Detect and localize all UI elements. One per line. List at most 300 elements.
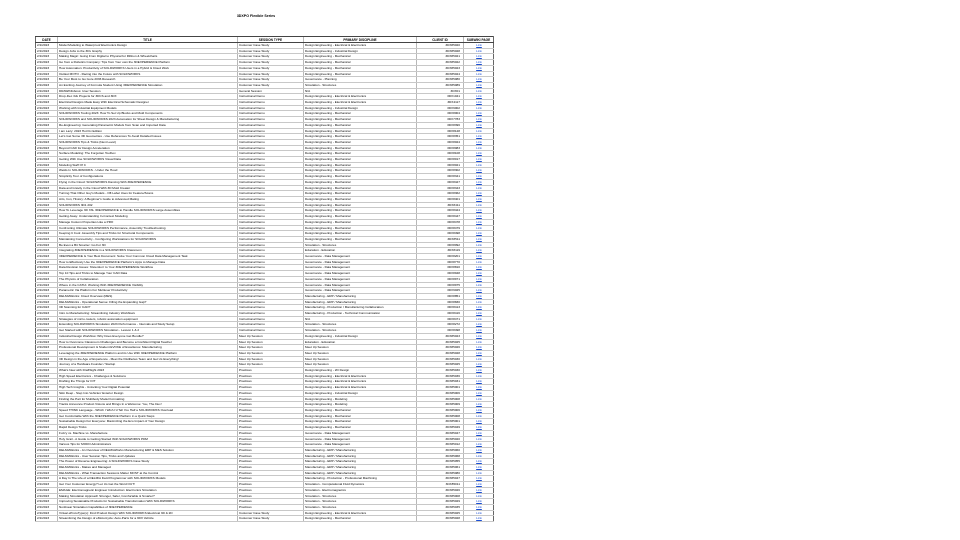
cell-session-type: Instructional Demo bbox=[238, 282, 304, 288]
column-header-primary-discipline[interactable]: PRIMARY DISCIPLINE bbox=[304, 37, 417, 43]
subwiki-link[interactable]: Link bbox=[464, 379, 494, 385]
cell-date: 2/1/2023 bbox=[36, 77, 58, 83]
subwiki-link[interactable]: Link bbox=[464, 168, 494, 174]
cell-session-type: Instructional Demo bbox=[238, 299, 304, 305]
cell-session-type: Practices bbox=[238, 368, 304, 374]
subwiki-link[interactable]: Link bbox=[464, 425, 494, 431]
cell-title: The Power of Reverse Engineering: A SOLIDWORKS Case Study bbox=[58, 459, 238, 465]
cell-title: Streamlining the Design of eMotorcycle: Auto-Parts for a 3DX Vehicle bbox=[58, 516, 238, 522]
subwiki-link[interactable]: Link bbox=[464, 100, 494, 106]
cell-date: 2/1/2023 bbox=[36, 333, 58, 339]
cell-date: 2/1/2023 bbox=[36, 402, 58, 408]
cell-client-id: 3DX85068 bbox=[417, 453, 464, 459]
cell-date: 2/1/2023 bbox=[36, 88, 58, 94]
cell-primary-discipline: Education - Education bbox=[304, 339, 417, 345]
cell-session-type: Practices bbox=[238, 373, 304, 379]
cell-title: Top 10 Tips and Tricks to Manage Your CAD Data bbox=[58, 271, 238, 277]
cell-date: 2/1/2023 bbox=[36, 413, 58, 419]
subwiki-link[interactable]: Link bbox=[464, 299, 494, 305]
cell-session-type: Customer Case Study bbox=[238, 54, 304, 60]
cell-client-id: 3DX8948 bbox=[417, 271, 464, 277]
subwiki-link[interactable]: Link bbox=[464, 174, 494, 180]
cell-primary-discipline: Design Engineering - Mechanical bbox=[304, 157, 417, 163]
cell-date: 2/1/2023 bbox=[36, 465, 58, 471]
cell-session-type: Instructional Demo bbox=[238, 134, 304, 140]
cell-session-type: Instructional Demo bbox=[238, 196, 304, 202]
subwiki-link[interactable]: Link bbox=[464, 248, 494, 254]
cell-primary-discipline: Governance - Data Management bbox=[304, 442, 417, 448]
cell-title: Various Tips for MODO Administrators bbox=[58, 442, 238, 448]
subwiki-link[interactable]: Link bbox=[464, 413, 494, 419]
subwiki-link[interactable]: Link bbox=[464, 482, 494, 488]
cell-title: Holy Grail - A Guide to Getting Started With SOLIDWORKS PDM bbox=[58, 436, 238, 442]
cell-client-id: 3DX85024 bbox=[417, 71, 464, 77]
cell-title: Modeling Staff Of C bbox=[58, 162, 238, 168]
cell-session-type: Practices bbox=[238, 425, 304, 431]
cell-session-type: Customer Case Study bbox=[238, 43, 304, 49]
cell-session-type: Practices bbox=[238, 482, 304, 488]
cell-client-id: 3DX85028 bbox=[417, 48, 464, 54]
cell-title: An Exciting Journey of Formula Student Using 3DEXPERIENCE Simulation bbox=[58, 82, 238, 88]
subwiki-link[interactable]: Link bbox=[464, 94, 494, 100]
cell-session-type: Practices bbox=[238, 470, 304, 476]
subwiki-link[interactable]: Link bbox=[464, 231, 494, 237]
cell-session-type: Instructional Demo bbox=[238, 328, 304, 334]
subwiki-link[interactable]: Link bbox=[464, 254, 494, 260]
subwiki-link[interactable]: Link bbox=[464, 65, 494, 71]
cell-primary-discipline: Governance - Data Management bbox=[304, 436, 417, 442]
subwiki-link[interactable]: Link bbox=[464, 288, 494, 294]
cell-session-type: Instructional Demo bbox=[238, 179, 304, 185]
cell-date: 2/1/2023 bbox=[36, 65, 58, 71]
subwiki-link[interactable]: Link bbox=[464, 368, 494, 374]
cell-date: 2/1/2023 bbox=[36, 470, 58, 476]
cell-title: Professional Development & Student EVOKE of Excellence: Manufacturing bbox=[58, 345, 238, 351]
cell-date: 2/1/2023 bbox=[36, 305, 58, 311]
cell-title: Simplicity Tour of Configurations bbox=[58, 174, 238, 180]
cell-primary-discipline: Design Engineering - Mechanical bbox=[304, 65, 417, 71]
subwiki-link[interactable]: Link bbox=[464, 54, 494, 60]
cell-client-id: 3DX8424 bbox=[417, 208, 464, 214]
cell-title: EMAGE: Electromagnetic Engineer Introduction: Electronics Simulation bbox=[58, 487, 238, 493]
cell-session-type: Practices bbox=[238, 465, 304, 471]
cell-primary-discipline: Manufacturing - ERP / Manufacturing bbox=[304, 453, 417, 459]
cell-title: Arts, Iron, History: A Beginner's Guide to Advanced Mating bbox=[58, 196, 238, 202]
cell-primary-discipline: Design Engineering - Modeling bbox=[304, 396, 417, 402]
cell-title: 3DEXPERIENCE Is Your Best Document: Solve Your Common Cloud Data Management Task bbox=[58, 254, 238, 260]
cell-date: 2/1/2023 bbox=[36, 425, 58, 431]
subwiki-link[interactable]: Link bbox=[464, 373, 494, 379]
cell-client-id: 3DX8770 bbox=[417, 259, 464, 265]
subwiki-link[interactable]: Link bbox=[464, 322, 494, 328]
cell-primary-discipline: Design Engineering - Mechanical bbox=[304, 185, 417, 191]
cell-date: 2/1/2023 bbox=[36, 236, 58, 242]
cell-client-id: 3DX8416 bbox=[417, 311, 464, 317]
cell-primary-discipline: Simulation - Structures bbox=[304, 493, 417, 499]
cell-title: Drafting the Things for IOT bbox=[58, 379, 238, 385]
cell-date: 2/1/2023 bbox=[36, 356, 58, 362]
cell-title: Electrical Designs Made Easy With Electrical Schematic Designer bbox=[58, 100, 238, 106]
subwiki-link[interactable]: Link bbox=[464, 134, 494, 140]
cell-title: Integrating 3DEXPERIENCE in a SOLIDWORKS Classroom bbox=[58, 248, 238, 254]
subwiki-link[interactable]: Link bbox=[464, 510, 494, 516]
subwiki-link[interactable]: Link bbox=[464, 122, 494, 128]
cell-title: Improving Sustainable Products for Sustainable Transformation With SOLIDWORKS bbox=[58, 499, 238, 505]
cell-session-type: Practices bbox=[238, 413, 304, 419]
cell-primary-discipline: Manufacturing - Production / Manufacturing Collaboration bbox=[304, 305, 417, 311]
cell-primary-discipline: Design Engineering - Mechanical bbox=[304, 71, 417, 77]
subwiki-link[interactable]: Link bbox=[464, 504, 494, 510]
cell-primary-discipline: Governance - Data Management bbox=[304, 430, 417, 436]
cell-session-type: Customer Case Study bbox=[238, 48, 304, 54]
cell-primary-discipline: Design Engineering - Mechanical bbox=[304, 236, 417, 242]
subwiki-link[interactable]: Link bbox=[464, 516, 494, 522]
cell-title: Re-Engineering: Generating Parametric Models from Scan and Imported Data bbox=[58, 122, 238, 128]
subwiki-link[interactable]: Link bbox=[464, 191, 494, 197]
cell-primary-discipline: Design Engineering - Electrical & Electronics bbox=[304, 43, 417, 49]
subwiki-link[interactable]: Link bbox=[464, 442, 494, 448]
cell-session-type: Instructional Demo bbox=[238, 305, 304, 311]
cell-primary-discipline: Design Engineering - Mechanical bbox=[304, 145, 417, 151]
subwiki-link[interactable]: Link bbox=[464, 111, 494, 117]
cell-client-id: 3DX85031 bbox=[417, 379, 464, 385]
cell-title: SOLIDWORKS and SOLIDWORKS 2023 Automation for Sheet Design & Manufacturing bbox=[58, 117, 238, 123]
cell-date: 2/1/2023 bbox=[36, 504, 58, 510]
cell-title: The Physics of Collaboration bbox=[58, 276, 238, 282]
cell-title: Strategies of micro-routers, robotic automation equipment bbox=[58, 316, 238, 322]
subwiki-link[interactable]: Link bbox=[464, 202, 494, 208]
cell-client-id: 3DX8427 bbox=[417, 179, 464, 185]
cell-session-type: General Session bbox=[238, 88, 304, 94]
cell-session-type: Instructional Demo bbox=[238, 276, 304, 282]
cell-client-id: 3DX8396 bbox=[417, 122, 464, 128]
cell-primary-discipline: Design Engineering - Industrial Design bbox=[304, 105, 417, 111]
subwiki-link[interactable]: Link bbox=[464, 43, 494, 49]
cell-date: 2/1/2023 bbox=[36, 174, 58, 180]
subwiki-link[interactable]: Link bbox=[464, 385, 494, 391]
subwiki-link[interactable]: Link bbox=[464, 396, 494, 402]
subwiki-link[interactable]: Link bbox=[464, 82, 494, 88]
subwiki-link[interactable]: Link bbox=[464, 390, 494, 396]
cell-title: High Speed Electronics - Challenges & Solutions bbox=[58, 373, 238, 379]
cell-title: Extending SOLIDWORKS Simulation 2023 Performance - Intervals and Study Setup bbox=[58, 322, 238, 328]
cell-client-id: 3DX85060 bbox=[417, 447, 464, 453]
subwiki-link[interactable]: Link bbox=[464, 60, 494, 66]
cell-client-id: 3DX8343 bbox=[417, 185, 464, 191]
cell-primary-discipline: Design Engineering - Industrial Design bbox=[304, 390, 417, 396]
cell-date: 2/1/2023 bbox=[36, 191, 58, 197]
cell-date: 2/1/2023 bbox=[36, 430, 58, 436]
cell-date: 2/1/2023 bbox=[36, 288, 58, 294]
cell-date: 2/1/2023 bbox=[36, 139, 58, 145]
subwiki-link[interactable]: Link bbox=[464, 276, 494, 282]
cell-date: 2/1/2023 bbox=[36, 476, 58, 482]
cell-client-id: 3DX85023 bbox=[417, 65, 464, 71]
cell-primary-discipline: Simulation - Structures bbox=[304, 499, 417, 505]
subwiki-link[interactable]: Link bbox=[464, 179, 494, 185]
cell-client-id: 3DX8830 bbox=[417, 299, 464, 305]
cell-date: 2/1/2023 bbox=[36, 516, 58, 522]
sessions-table bbox=[35, 36, 494, 522]
subwiki-link[interactable]: Link bbox=[464, 219, 494, 225]
cell-title: DELMIAWorks - User Session Tips, Tricks and Updates bbox=[58, 453, 238, 459]
column-header-title[interactable]: TITLE bbox=[58, 37, 238, 43]
cell-primary-discipline: Design Engineering - Modeling bbox=[304, 402, 417, 408]
subwiki-link[interactable]: Link bbox=[464, 402, 494, 408]
cell-title: Let's Get Some 3D Geometries - Use References To Avoid Detailed Issues bbox=[58, 134, 238, 140]
subwiki-link[interactable]: Link bbox=[464, 48, 494, 54]
cell-session-type: Instructional Demo bbox=[238, 293, 304, 299]
cell-date: 2/1/2023 bbox=[36, 151, 58, 157]
cell-client-id: 3DX8447 bbox=[417, 214, 464, 220]
subwiki-link[interactable]: Link bbox=[464, 236, 494, 242]
cell-primary-discipline: Design Engineering - Electrical & Electronics bbox=[304, 379, 417, 385]
cell-primary-discipline: Governance - Data Management bbox=[304, 265, 417, 271]
cell-session-type: Instructional Demo bbox=[238, 100, 304, 106]
cell-date: 2/1/2023 bbox=[36, 339, 58, 345]
cell-title: Get Started with SOLIDWORKS Simulation - Lesson 1 & 2 bbox=[58, 328, 238, 334]
cell-client-id: 3DX8024 bbox=[417, 139, 464, 145]
subwiki-link[interactable]: Link bbox=[464, 196, 494, 202]
cell-date: 2/1/2023 bbox=[36, 128, 58, 134]
cell-title: Getting With Use SOLIDWORKS Visual Data bbox=[58, 157, 238, 163]
subwiki-link[interactable]: Link bbox=[464, 77, 494, 83]
subwiki-link[interactable]: Link bbox=[464, 362, 494, 368]
subwiki-link[interactable]: Link bbox=[464, 453, 494, 459]
cell-session-type: Instructional Demo bbox=[238, 117, 304, 123]
cell-date: 2/1/2023 bbox=[36, 390, 58, 396]
cell-date: 2/1/2023 bbox=[36, 311, 58, 317]
cell-date: 2/1/2023 bbox=[36, 105, 58, 111]
cell-session-type: Practices bbox=[238, 476, 304, 482]
subwiki-link[interactable]: Link bbox=[464, 185, 494, 191]
column-header-subwiki-page[interactable]: SUBWIKI PAGE bbox=[464, 37, 494, 43]
cell-title: Drop-Dec 3dx Projects for 3DCS and 3DX bbox=[58, 94, 238, 100]
cell-date: 2/1/2023 bbox=[36, 293, 58, 299]
subwiki-link[interactable]: Link bbox=[464, 487, 494, 493]
cell-date: 2/1/2023 bbox=[36, 145, 58, 151]
subwiki-link[interactable]: Link bbox=[464, 157, 494, 163]
cell-primary-discipline: Design Engineering - Mechanical bbox=[304, 54, 417, 60]
cell-date: 2/1/2023 bbox=[36, 276, 58, 282]
subwiki-link[interactable]: Link bbox=[464, 305, 494, 311]
cell-session-type: Meet Up Session bbox=[238, 356, 304, 362]
cell-session-type: Meet Up Session bbox=[238, 339, 304, 345]
subwiki-link[interactable]: Link bbox=[464, 350, 494, 356]
cell-primary-discipline: Design Engineering - Mechanical bbox=[304, 179, 417, 185]
cell-title: DELMIAWorks - What Transaction Sessions Matter MOST at the Control bbox=[58, 470, 238, 476]
subwiki-link[interactable]: Link bbox=[464, 345, 494, 351]
subwiki-link[interactable]: Link bbox=[464, 470, 494, 476]
cell-date: 2/1/2023 bbox=[36, 196, 58, 202]
cell-date: 2/1/2023 bbox=[36, 510, 58, 516]
cell-title: Welds In SOLIDWORKS - Under the Hood bbox=[58, 168, 238, 174]
cell-client-id: 3DX85020 bbox=[417, 43, 464, 49]
cell-title: Go from a Robotics Company: Tips from Your own the 3DEXPERIENCE Platform bbox=[58, 60, 238, 66]
subwiki-link[interactable]: Link bbox=[464, 419, 494, 425]
cell-client-id: 3DX85008 bbox=[417, 413, 464, 419]
cell-client-id: 3DX8851 bbox=[417, 293, 464, 299]
cell-client-id: 3DX8362 bbox=[417, 191, 464, 197]
cell-session-type: Instructional Demo bbox=[238, 322, 304, 328]
subwiki-link[interactable]: Link bbox=[464, 328, 494, 334]
subwiki-link[interactable]: Link bbox=[464, 282, 494, 288]
subwiki-link[interactable]: Link bbox=[464, 151, 494, 157]
cell-session-type: Instructional Demo bbox=[238, 168, 304, 174]
cell-client-id: 3DX85029 bbox=[417, 499, 464, 505]
subwiki-link[interactable]: Link bbox=[464, 499, 494, 505]
cell-title: DRAWINGboss: User Session bbox=[58, 88, 238, 94]
cell-title: Where in the CATIA: Working With 3DEXPERIENCE Visibility bbox=[58, 282, 238, 288]
cell-client-id: 3DX85049 bbox=[417, 425, 464, 431]
cell-title: Getting Away: Understanding In-Context Modeling bbox=[58, 214, 238, 220]
cell-title: Model Modeling to Waterproof Electronics Design bbox=[58, 43, 238, 49]
subwiki-link[interactable]: Link bbox=[464, 339, 494, 345]
cell-primary-discipline: Design Engineering - Electrical & Electronics bbox=[304, 100, 417, 106]
subwiki-link[interactable]: Link bbox=[464, 436, 494, 442]
cell-client-id: 3DX1041 bbox=[417, 94, 464, 100]
subwiki-link[interactable]: Link bbox=[464, 271, 494, 277]
cell-primary-discipline: Simulation - Computational Fluid Dynamics bbox=[304, 482, 417, 488]
subwiki-link[interactable]: Link bbox=[464, 71, 494, 77]
subwiki-link[interactable]: Link bbox=[464, 117, 494, 123]
subwiki-link[interactable]: Link bbox=[464, 356, 494, 362]
subwiki-link[interactable]: Link bbox=[464, 316, 494, 322]
cell-client-id: 3DX8810 bbox=[417, 265, 464, 271]
cell-primary-discipline: Design Engineering - Electrical & Electronics bbox=[304, 94, 417, 100]
column-header-date[interactable]: DATE bbox=[36, 37, 58, 43]
cell-client-id: 3DX85009 bbox=[417, 402, 464, 408]
subwiki-link[interactable]: Link bbox=[464, 311, 494, 317]
cell-title: DELMIAWorks - Makes and Managed bbox=[58, 465, 238, 471]
cell-date: 2/1/2023 bbox=[36, 442, 58, 448]
cell-date: 2/1/2023 bbox=[36, 350, 58, 356]
cell-client-id: 3DX8092 bbox=[417, 242, 464, 248]
cell-primary-discipline: Simulation - Structures bbox=[304, 322, 417, 328]
cell-session-type: Instructional Demo bbox=[238, 214, 304, 220]
subwiki-link[interactable]: Link bbox=[464, 242, 494, 248]
subwiki-link[interactable]: Link bbox=[464, 465, 494, 471]
cell-primary-discipline: Design Engineering - Mechanical bbox=[304, 425, 417, 431]
cell-date: 2/1/2023 bbox=[36, 43, 58, 49]
cell-title: Keeping It Cool: Assembly Tips and Tricks for Structural Components bbox=[58, 231, 238, 237]
subwiki-link[interactable]: Link bbox=[464, 225, 494, 231]
subwiki-link[interactable]: Link bbox=[464, 162, 494, 168]
cell-session-type: Instructional Demo bbox=[238, 254, 304, 260]
cell-client-id: 3DX8272 bbox=[417, 322, 464, 328]
cell-date: 2/1/2023 bbox=[36, 179, 58, 185]
cell-title: Virtual eProtoType(s): Find Product Design With SOLIDWORKS Electrical 3D & 2D bbox=[58, 510, 238, 516]
cell-date: 2/1/2023 bbox=[36, 185, 58, 191]
cell-session-type: Instructional Demo bbox=[238, 151, 304, 157]
cell-client-id: 3DX8498 bbox=[417, 231, 464, 237]
cell-date: 2/1/2023 bbox=[36, 271, 58, 277]
cell-client-id: 3DX85006 bbox=[417, 390, 464, 396]
subwiki-link[interactable]: Link bbox=[464, 208, 494, 214]
cell-title: High Tech Insights - Unlocking Your Digital Potential bbox=[58, 385, 238, 391]
subwiki-link[interactable]: Link bbox=[464, 493, 494, 499]
column-header-client-id[interactable]: CLIENT ID bbox=[417, 37, 464, 43]
cell-date: 2/1/2023 bbox=[36, 208, 58, 214]
cell-session-type: Instructional Demo bbox=[238, 242, 304, 248]
cell-client-id: 3DX85026 bbox=[417, 345, 464, 351]
cell-primary-discipline: Design Engineering - Mechanical bbox=[304, 139, 417, 145]
cell-primary-discipline: Simulation - Structures bbox=[304, 82, 417, 88]
subwiki-link[interactable]: Link bbox=[464, 447, 494, 453]
subwiki-link[interactable]: Link bbox=[464, 259, 494, 265]
cell-session-type: Practices bbox=[238, 390, 304, 396]
cell-primary-discipline: Simulation - Structures bbox=[304, 328, 417, 334]
cell-date: 2/1/2023 bbox=[36, 373, 58, 379]
cell-client-id: 3DX85047 bbox=[417, 430, 464, 436]
cell-client-id: 3DX85022 bbox=[417, 60, 464, 66]
subwiki-link[interactable]: Link bbox=[464, 145, 494, 151]
cell-title: Parametric Via Platform For Multiuser Productivity bbox=[58, 288, 238, 294]
cell-primary-discipline: Governance - Data Management bbox=[304, 254, 417, 260]
cell-client-id: 3DX8413 bbox=[417, 305, 464, 311]
table-row bbox=[36, 516, 494, 522]
cell-client-id: 3DX85055 bbox=[417, 459, 464, 465]
subwiki-link[interactable]: Link bbox=[464, 476, 494, 482]
cell-date: 2/1/2023 bbox=[36, 265, 58, 271]
subwiki-link[interactable]: Link bbox=[464, 128, 494, 134]
cell-session-type: Practices bbox=[238, 379, 304, 385]
cell-session-type: Meet Up Session bbox=[238, 333, 304, 339]
cell-title: DELMIAWorks: Cloud Overview (MES) bbox=[58, 293, 238, 299]
cell-session-type: Instructional Demo bbox=[238, 311, 304, 317]
cell-session-type: Practices bbox=[238, 453, 304, 459]
cell-session-type: Instructional Demo bbox=[238, 191, 304, 197]
subwiki-link[interactable]: Link bbox=[464, 88, 494, 94]
subwiki-link[interactable]: Link bbox=[464, 408, 494, 414]
subwiki-link[interactable]: Link bbox=[464, 139, 494, 145]
cell-title: SOLIDWORKS Tooling 2023: How To Set Up Blocks and Mold Components bbox=[58, 111, 238, 117]
subwiki-link[interactable]: Link bbox=[464, 214, 494, 220]
cell-title: Be Your Most to Go Gore 2036 Research bbox=[58, 77, 238, 83]
cell-primary-discipline: Meet Up Session bbox=[304, 356, 417, 362]
subwiki-link[interactable]: Link bbox=[464, 265, 494, 271]
cell-session-type: Practices bbox=[238, 419, 304, 425]
subwiki-link[interactable]: Link bbox=[464, 105, 494, 111]
subwiki-link[interactable]: Link bbox=[464, 333, 494, 339]
subwiki-link[interactable]: Link bbox=[464, 459, 494, 465]
cell-date: 2/1/2023 bbox=[36, 487, 58, 493]
cell-title: Leveraging the 3DEXPERIENCE Platform and its Use With 3DEXPERIENCE Platform bbox=[58, 350, 238, 356]
cell-title: Data and Gravity in the Cloud With 3D Mold Creator bbox=[58, 185, 238, 191]
cell-client-id: 3DX8302 bbox=[417, 168, 464, 174]
cell-date: 2/1/2023 bbox=[36, 368, 58, 374]
cell-primary-discipline: Design Engineering - Mechanical bbox=[304, 117, 417, 123]
cell-date: 2/1/2023 bbox=[36, 408, 58, 414]
subwiki-link[interactable]: Link bbox=[464, 430, 494, 436]
cell-primary-discipline: Governance - Data Management bbox=[304, 288, 417, 294]
cell-session-type: Instructional Demo bbox=[238, 128, 304, 134]
cell-client-id: 3DX8201 bbox=[417, 254, 464, 260]
cell-primary-discipline: Design Engineering - Mechanical bbox=[304, 202, 417, 208]
cell-date: 2/1/2023 bbox=[36, 219, 58, 225]
cell-session-type: Instructional Demo bbox=[238, 122, 304, 128]
cell-client-id: 3DX85025 bbox=[417, 510, 464, 516]
subwiki-link[interactable]: Link bbox=[464, 293, 494, 299]
cell-session-type: Customer Case Study bbox=[238, 77, 304, 83]
cell-title: Rapid Design Tricks bbox=[58, 425, 238, 431]
column-header-session-type[interactable]: SESSION TYPE bbox=[238, 37, 304, 43]
cell-date: 2/1/2023 bbox=[36, 54, 58, 60]
cell-session-type: Instructional Demo bbox=[238, 265, 304, 271]
cell-primary-discipline: Design Engineering - Mechanical bbox=[304, 191, 417, 197]
cell-date: 2/1/2023 bbox=[36, 214, 58, 220]
cell-client-id: 3DX8411 bbox=[417, 202, 464, 208]
